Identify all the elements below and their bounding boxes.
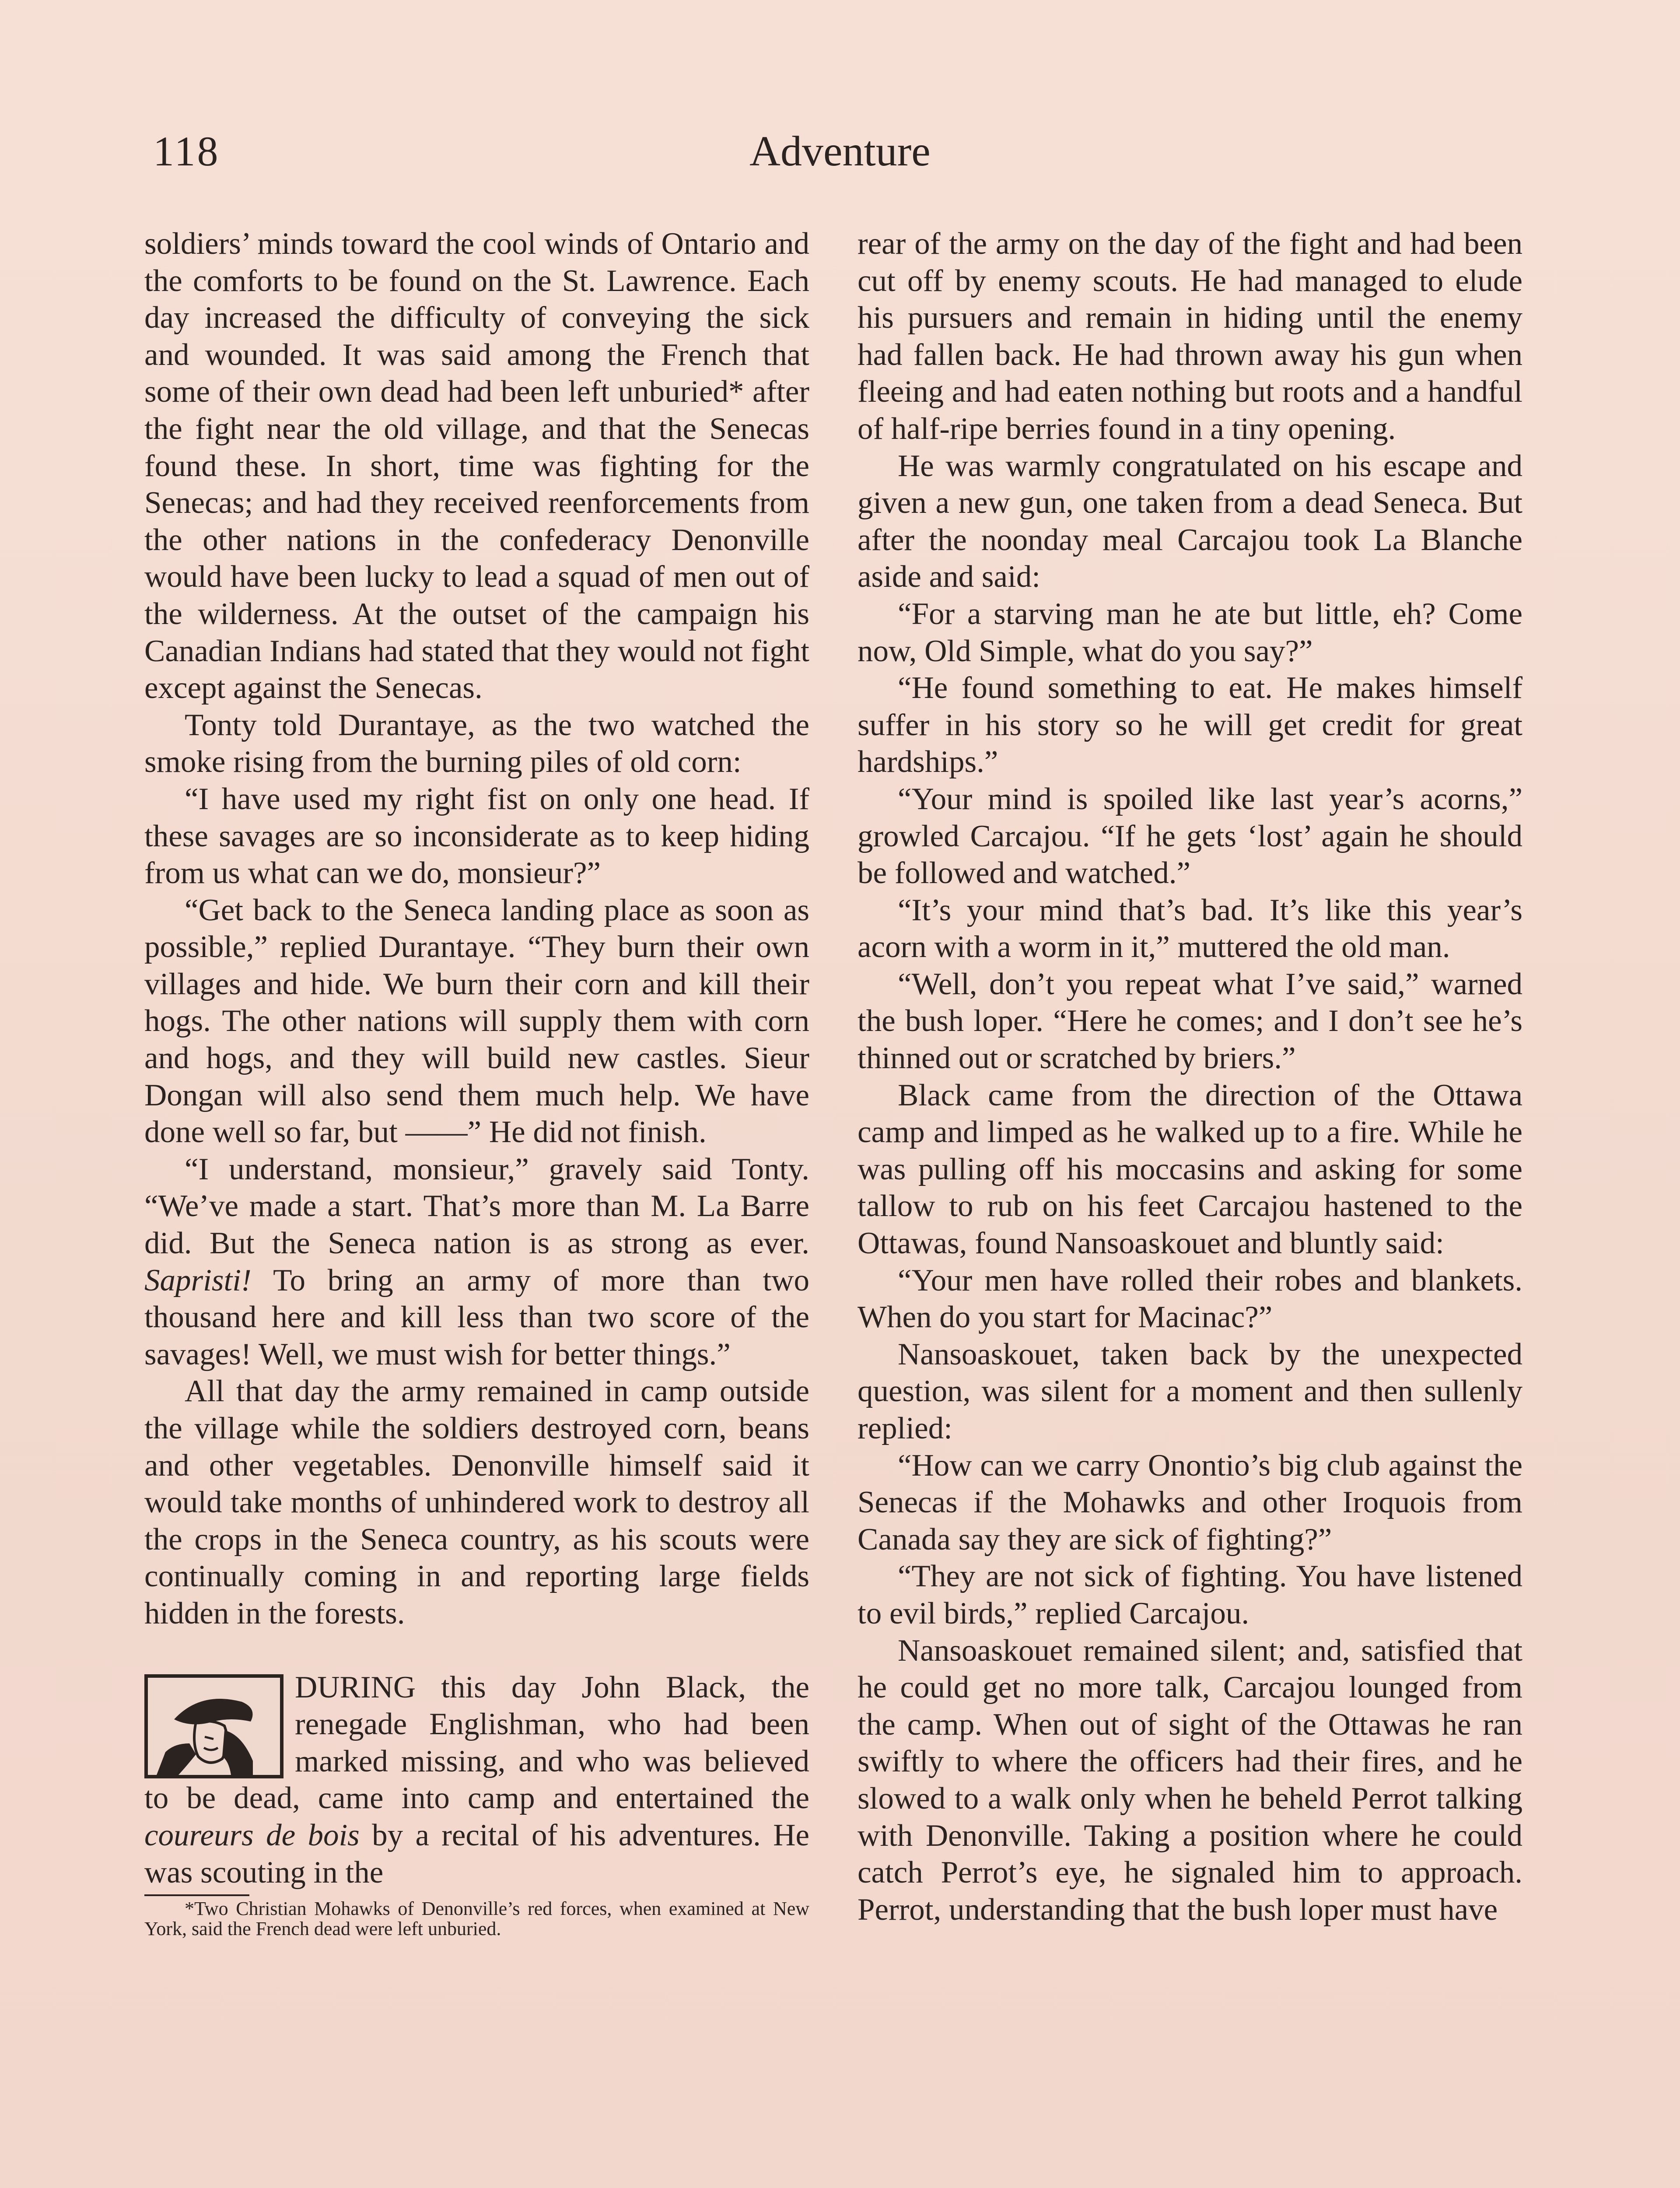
paragraph: “It’s your mind that’s bad. It’s like this year’s acorn with a worm in it,” muttered the old man. — [858, 893, 1522, 964]
paragraph: He was warmly congratulated on his escape and given a new gun, one taken from a dead Seneca. But after the noonday meal Carcajou took La Blanche aside and said: — [858, 449, 1522, 594]
italic-run: coureurs de bois — [144, 1818, 360, 1852]
paragraph: Tonty told Durantaye, as the two watched the smoke rising from the burning piles of old corn: — [144, 708, 809, 779]
section-opening — [144, 1669, 809, 1891]
paragraph: “Your mind is spoiled like last year’s acorns,” growled Carcajou. “If he gets ‘lost’ again he should be followed and watched.” — [858, 782, 1522, 891]
italic-run: Sapristi! — [144, 1263, 252, 1297]
section-break — [144, 1632, 809, 1669]
paragraph: “I have used my right fist on only one head. If these savages are so inconsiderate as to keep hiding from us what can we do, monsieur?” — [144, 782, 809, 891]
text-run: To bring an army of more than two thousand here and kill less than two score of the savages! Well, we must wish for better things.” — [144, 1263, 809, 1371]
paragraph: Black came from the direction of the Ottawa camp and limped as he walked up to a fire. While he was pulling off his moccasins and asking for some tallow to rub on his feet Carcajou hastened to the Ottawas, found Nansoaskouet and bluntly said: — [858, 1078, 1522, 1261]
footnote-rule — [144, 1894, 249, 1896]
paragraph — [144, 1151, 809, 1373]
paragraph: soldiers’ minds toward the cool winds of Ontario and the comforts to be found on the St. Lawrence. Each day increased the difficulty of conveying the sick and wounded. It was said among the French that some of their own dead had been left unburied* after the fight near the old village, and that the Senecas found these. In short, time was fighting for the Senecas; and had they received reenforcements from the other nations in the confederacy Denonville would have been lucky to lead a squad of men out of the wilderness. At the outset of the campaign his Canadian Indians had stated that they would not fight except against the Senecas. — [144, 227, 809, 705]
page-number: 118 — [153, 128, 220, 175]
paragraph: “He found something to eat. He makes himself suffer in his story so he will get credit for great hardships.” — [858, 671, 1522, 779]
paragraph: “They are not sick of fighting. You have listened to evil birds,” replied Carcajou. — [858, 1559, 1522, 1630]
paragraph: “How can we carry Onontio’s big club against the Senecas if the Mohawks and other Iroquois from Canada say they are sick of fighting?” — [858, 1448, 1522, 1557]
frontiersman-portrait-icon — [148, 1678, 280, 1775]
woodcut-vignette-image — [144, 1674, 284, 1778]
paragraph: All that day the army remained in camp outside the village while the soldiers destroyed corn, beans and other vegetables. Denonville himself said it would take months of unhindered work to destroy all the crops in the Seneca country, as his scouts were continually coming in and reporting large fields hidden in the forests. — [144, 1374, 809, 1630]
running-title: Adventure — [749, 128, 931, 175]
text-run: DURING this day John Black, the renegade Englishman, who had been marked missing, and who was believed to be dead, came into camp and entertained the — [144, 1670, 809, 1816]
right-column — [858, 225, 1522, 1928]
page-header — [144, 127, 1536, 184]
text-run: by a recital of his adventures. He was scouting in the — [144, 1818, 809, 1890]
paragraph: “Get back to the Seneca landing place as soon as possible,” replied Durantaye. “They burn their own villages and hide. We burn their corn and kill their hogs. The other nations will supply them with corn and hogs, and they will build new castles. Sieur Dongan will also send them much help. We have done well so far, but ——” He did not finish. — [144, 893, 809, 1150]
paragraph: Nansoaskouet, taken back by the unexpected question, was silent for a moment and then sullenly replied: — [858, 1337, 1522, 1445]
paragraph: Nansoaskouet remained silent; and, satisfied that he could get no more talk, Carcajou lounged from the camp. When out of sight of the Ottawas he ran swiftly to where the officers had their fires, and he slowed to a walk only when he beheld Perrot talking with Denonville. Taking a position where he could catch Perrot’s eye, he signaled him to approach. Perrot, understanding that the bush loper must have — [858, 1633, 1522, 1927]
paragraph: “Your men have rolled their robes and blankets. When do you start for Macinac?” — [858, 1263, 1522, 1335]
paragraph: rear of the army on the day of the fight and had been cut off by enemy scouts. He had managed to elude his pursuers and remain in hiding until the enemy had fallen back. He had thrown away his gun when fleeing and had eaten nothing but roots and a handful of half-ripe berries found in a tiny opening. — [858, 227, 1522, 446]
paragraph: “For a starving man he ate but little, eh? Come now, Old Simple, what do you say?” — [858, 596, 1522, 668]
left-column — [144, 225, 809, 1939]
footnote: *Two Christian Mohawks of Denonville’s red forces, when examined at New York, said the French dead were left unburied. — [144, 1898, 809, 1940]
text-run: “I understand, monsieur,” gravely said Tonty. “We’ve made a start. That’s more than M. La Barre did. But the Seneca nation is as strong as ever. — [144, 1152, 809, 1261]
paragraph: “Well, don’t you repeat what I’ve said,” warned the bush loper. “Here he comes; and I don’t see he’s thinned out or scratched by briers.” — [858, 967, 1522, 1076]
